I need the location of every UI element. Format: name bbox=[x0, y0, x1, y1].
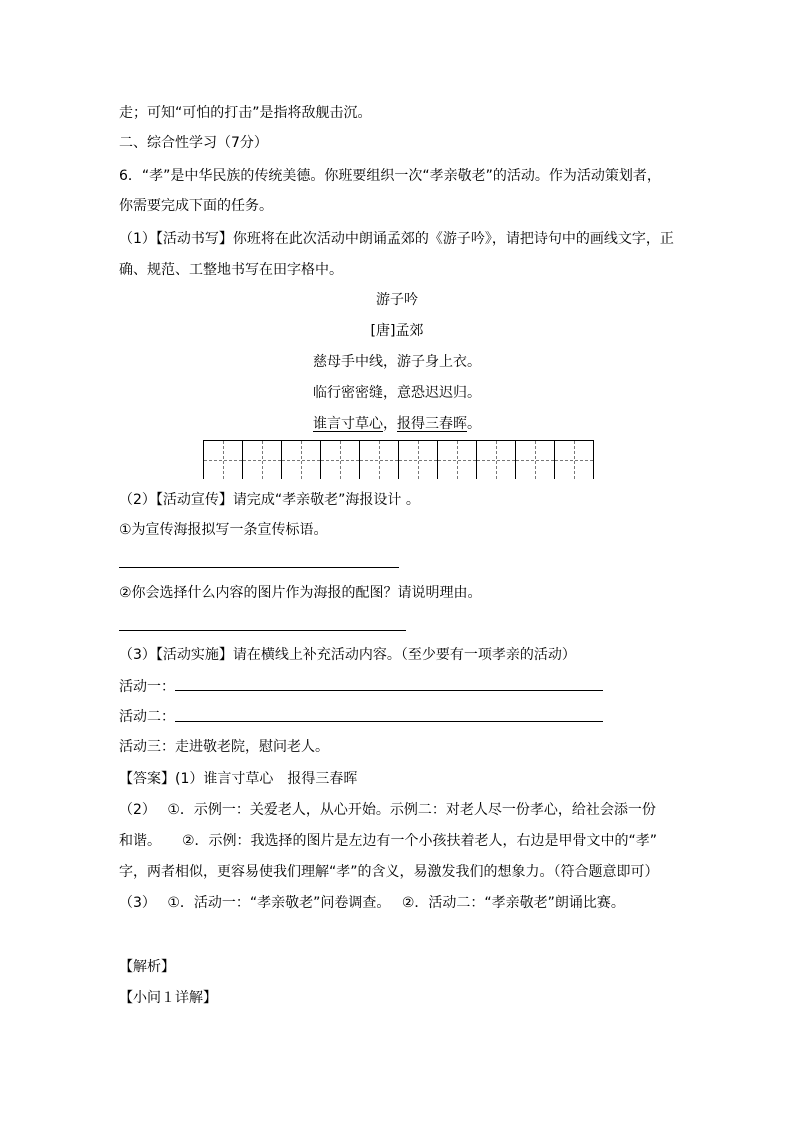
tianzige-cell[interactable] bbox=[203, 440, 243, 479]
cell-guide-vertical bbox=[379, 441, 380, 479]
answer-blank-activity-2[interactable] bbox=[175, 721, 603, 722]
part-2-sub-2: ②你会选择什么内容的图片作为海报的配图？请说明理由。 bbox=[119, 585, 482, 601]
tianzige-cell[interactable] bbox=[398, 440, 438, 479]
tianzige-cell[interactable] bbox=[242, 440, 282, 479]
answer-2-line-3: 字，两者相似，更容易使我们理解“孝”的含义，易激发我们的想象力。（符合题意即可） bbox=[119, 864, 659, 880]
answer-2-line-1: （2） ①．示例一：关爱老人，从心开始。示例二：对老人尽一份孝心，给社会添一份 bbox=[119, 802, 656, 818]
activity-1-label: 活动一： bbox=[119, 679, 175, 695]
part-2-sub-1: ①为宣传海报拟写一条宣传标语。 bbox=[119, 522, 328, 538]
cell-guide-vertical bbox=[457, 441, 458, 479]
cell-guide-vertical bbox=[301, 441, 302, 479]
underlined-phrase-1: 谁言寸草心 bbox=[313, 416, 383, 432]
cell-guide-vertical bbox=[535, 441, 536, 479]
tianzige-cell[interactable] bbox=[515, 440, 555, 479]
tianzige-grid bbox=[203, 440, 593, 479]
tianzige-cell[interactable] bbox=[554, 440, 594, 479]
cell-guide-vertical bbox=[223, 441, 224, 479]
part-3-heading: （3）【活动实施】请在横线上补充活动内容。（至少要有一项孝亲的活动） bbox=[119, 647, 576, 663]
answer-blank-slogan[interactable] bbox=[119, 567, 399, 568]
poem-title: 游子吟 bbox=[376, 292, 418, 308]
activity-2-label: 活动二： bbox=[119, 709, 175, 725]
analysis-heading: 【解析】 bbox=[119, 959, 175, 975]
answer-blank-picture[interactable] bbox=[119, 630, 406, 631]
section-heading: 二、综合性学习（7分） bbox=[119, 135, 268, 151]
cell-guide-vertical bbox=[418, 441, 419, 479]
answer-2-line-2: 和谐。 ②．示例：我选择的图片是左边有一个小孩扶着老人，右边是甲骨文中的“孝” bbox=[119, 833, 658, 849]
tianzige-cell[interactable] bbox=[281, 440, 321, 479]
question-6-line-1: 6．“孝”是中华民族的传统美德。你班要组织一次“孝亲敬老”的活动。作为活动策划者， bbox=[119, 168, 661, 184]
tianzige-cell[interactable] bbox=[476, 440, 516, 479]
part-2-heading: （2）【活动宣传】请完成“孝亲敬老”海报设计 。 bbox=[119, 492, 420, 508]
underlined-phrase-2: 报得三春晖 bbox=[397, 416, 467, 432]
text-line: 走；可知“可怕的打击”是指将敌舰击沉。 bbox=[119, 105, 372, 121]
poem-period: 。 bbox=[467, 416, 481, 432]
part-1-line-2: 确、规范、工整地书写在田字格中。 bbox=[119, 262, 343, 278]
poem-comma: ， bbox=[383, 416, 397, 432]
answer-heading: 【答案】(1）谁言寸草心 报得三春晖 bbox=[119, 771, 358, 787]
cell-guide-vertical bbox=[262, 441, 263, 479]
analysis-subheading: 【小问１详解】 bbox=[119, 990, 217, 1006]
cell-guide-vertical bbox=[574, 441, 575, 479]
poem-line-2: 临行密密缝，意恐迟迟归。 bbox=[313, 385, 481, 401]
poem-line-3 bbox=[0, 414, 794, 434]
cell-guide-vertical bbox=[340, 441, 341, 479]
answer-3: （3） ①．活动一：“孝亲敬老”问卷调查。 ②．活动二：“孝亲敬老”朗诵比赛。 bbox=[119, 895, 625, 911]
tianzige-cell[interactable] bbox=[437, 440, 477, 479]
answer-blank-activity-1[interactable] bbox=[175, 690, 603, 691]
poem-line-1: 慈母手中线，游子身上衣。 bbox=[313, 354, 481, 370]
tianzige-cell[interactable] bbox=[320, 440, 360, 479]
poem-author: [唐]孟郊 bbox=[370, 323, 424, 339]
question-6-line-2: 你需要完成下面的任务。 bbox=[119, 198, 273, 214]
tianzige-cell[interactable] bbox=[359, 440, 399, 479]
activity-3: 活动三：走进敬老院，慰问老人。 bbox=[119, 739, 329, 755]
cell-guide-vertical bbox=[496, 441, 497, 479]
part-1-line-1: （1）【活动书写】你班将在此次活动中朗诵孟郊的《游子吟》，请把诗句中的画线文字，正 bbox=[119, 231, 674, 247]
